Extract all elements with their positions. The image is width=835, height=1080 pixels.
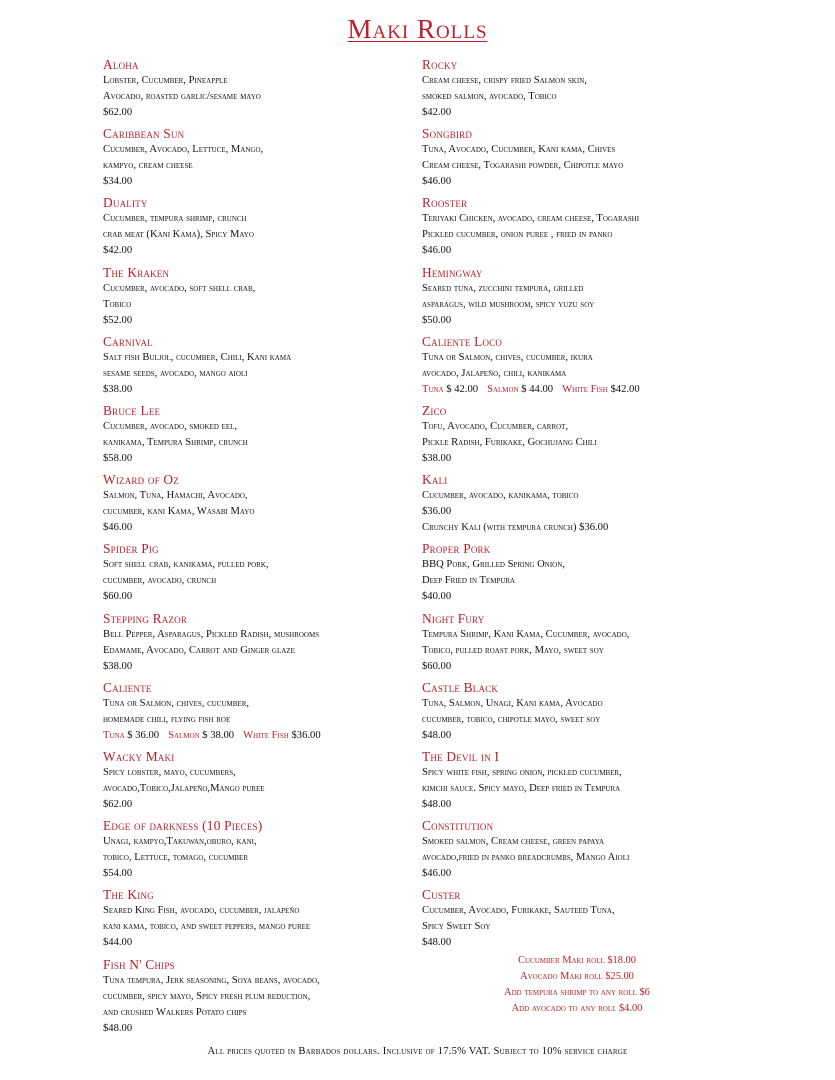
item-name: Stepping Razor [103,610,188,626]
menu-item-rocky [422,56,587,121]
item-description-line: cucumber, avocado, crunch [103,575,217,587]
price-option-value: $ 42.00 [446,383,479,395]
item-name: Caliente [103,679,152,695]
item-price: $42.00 [422,107,452,118]
item-description-line: Cucumber, avocado, smoked eel, [103,421,238,432]
item-price: $48.00 [422,937,452,949]
item-price: $50.00 [422,314,452,326]
price-option-label: Salmon [168,729,200,741]
menu-item-stepping-razor [103,610,319,675]
item-description-line: kani kama, tobico, and sweet peppers, mango puree [103,921,311,933]
item-description-line: Tuna, Avocado, Cucumber, Kani kama, Chives [422,144,616,156]
menu-item-caliente [103,679,321,744]
item-description-line: avocado,fried in panko breadcrumbs, Mango Aioli [422,852,630,864]
menu-item-aloha [103,56,261,121]
item-description-line: Lobster, Cucumber, Pineapple [103,75,228,86]
menu-item-constitution [422,817,629,882]
item-description-line: Seared tuna, zucchini tempura, grilled [422,282,584,294]
item-name: Custer [422,887,461,903]
item-name: Wizard of Oz [103,472,179,488]
item-price: $54.00 [103,868,133,880]
item-name: The King [103,887,154,903]
item-description-line: Teriyaki Chicken, avocado, cream cheese, Togarashi [422,213,640,225]
item-name: Aloha [103,57,139,72]
item-price: $48.00 [422,729,452,741]
menu-item-caribbean-sun [103,125,263,190]
item-description-line: homemade chili, flying fish roe [103,713,231,725]
item-description-line: kampyo, cream cheese [103,160,193,172]
item-price: $46.00 [422,245,452,257]
item-name: Edge of darkness (10 Pieces) [103,818,263,834]
price-option-label: Salmon [487,383,519,395]
menu-item-castle-black [422,679,603,744]
extra-item: Avocado Maki roll $25.00 [520,971,634,982]
menu-item-songbird [422,125,623,190]
price-option-value: $ 38.00 [202,729,235,741]
price-option-label: White Fish [243,729,289,741]
item-description-line: Tuna or Salmon, chives, cucumber, [103,697,250,709]
item-price: $38.00 [422,453,452,464]
price-option-label: White Fish [562,383,608,395]
price-option-value: $36.00 [291,729,321,741]
item-price: $46.00 [422,868,452,880]
menu-item-bruce-lee [103,402,248,467]
item-price: $46.00 [103,522,133,534]
item-price: $40.00 [422,591,452,603]
price-option-value: $ 36.00 [127,729,160,741]
item-description-line: Seared King Fish, avocado, cucumber, jalapeño [103,905,300,917]
item-description-line: Soft shell crab, kanikama, pulled pork, [103,559,269,571]
item-description-line: Salmon, Tuna, Hamachi, Avocado, [103,490,248,502]
item-description-line: Avocado, roasted garlic/sesame mayo [103,91,261,102]
item-name: Kali [422,472,448,488]
item-description-line: Cucumber, avocado, soft shell crab, [103,282,256,294]
item-price: $62.00 [103,799,133,810]
item-name: The Devil in I [422,749,500,764]
item-price: $38.00 [103,660,133,672]
item-name: Hemingway [422,264,483,280]
menu-item-wacky-maki [103,748,265,813]
item-description-line: Cream cheese, Togarashi powder, Chipotle mayo [422,160,624,172]
item-description-line: Deep Fried in Tempura [422,575,516,587]
item-description-line: cucumber, kani Kama, Wasabi Mayo [103,506,255,518]
item-price: $58.00 [103,453,133,464]
item-description-line: Pickle Radish, Furikake, Gochujang Chili [422,437,597,448]
item-price: $60.00 [103,591,133,603]
item-price: $38.00 [103,383,133,395]
item-price: $48.00 [422,799,452,810]
item-price: $52.00 [103,314,133,326]
price-option-value: $ 44.00 [521,383,554,395]
item-name: Bruce Lee [103,403,161,418]
item-description-line: smoked salmon, avocado, Tobico [422,91,557,102]
item-description-line: kanikama, Tempura Shrimp, crunch [103,437,248,448]
item-description-line: Cucumber, Avocado, Lettuce, Mango, [103,144,264,156]
menu-item-duality [103,194,254,259]
menu-item-night-fury [422,610,629,675]
item-description-line: kimchi sauce. Spicy mayo, Deep fried in Tempura [422,783,621,794]
extra-item: Add tempura shrimp to any roll $6 [504,987,650,998]
item-description-line: Tempura Shrimp, Kani Kama, Cucumber, avocado, [422,628,630,640]
item-description-line: Smoked salmon, Cream cheese, green papaya [422,836,605,848]
item-description-line: sesame seeds, avocado, mango aioli [103,367,248,379]
item-price-options [422,382,640,398]
item-name: Duality [103,195,148,211]
item-description-line: $36.00 [422,506,452,518]
item-description-line: Salt fish Buljol, cucumber, Chili, Kani kama [103,351,292,363]
menu-item-kali [422,471,608,536]
item-description-line: cucumber, spicy mayo, Spicy fresh plum reduction, [103,990,311,1002]
extras-list [422,953,732,1017]
menu-item-edge-of-darkness-10-pieces [103,817,262,882]
price-option-value: $42.00 [610,383,640,395]
item-description-line: Spicy Sweet Soy [422,921,491,933]
item-price: $34.00 [103,176,133,188]
item-description-line: Tuna tempura, Jerk seasoning, Soya beans, avocado, [103,974,320,986]
item-description-line: Spicy lobster, mayo, cucumbers, [103,767,236,778]
item-description-line: Edamame, Avocado, Carrot and Ginger glaze [103,644,295,656]
item-name: Carnival [103,333,153,349]
item-description-line: avocado, Jalapeño, chili, kanikama [422,367,567,379]
item-name: Zico [422,403,447,418]
item-description-line: Tuna, Salmon, Unagi, Kani kama, Avocado [422,697,603,709]
menu-item-the-devil-in-i [422,748,622,813]
item-name: Spider Pig [103,541,159,557]
menu-item-the-king [103,886,310,951]
item-description-line: Spicy white fish, spring onion, pickled cucumber, [422,767,622,778]
menu-item-caliente-loco [422,333,640,398]
item-price: $46.00 [422,176,452,188]
extra-item: Add avocado to any roll $4.00 [511,1003,643,1014]
menu-item-custer [422,886,615,951]
item-description-line: tobico, Lettuce, tomago, cucumber [103,852,248,864]
item-name: Rooster [422,195,468,211]
item-name: Rocky [422,57,458,72]
page-title: Maki Rolls [347,14,488,44]
item-price: $48.00 [103,1022,133,1034]
menu-item-proper-pork [422,540,565,605]
item-name: Castle Black [422,679,499,695]
item-description-line: Tofu, Avocado, Cucumber, carrot, [422,421,569,432]
menu-item-wizard-of-oz [103,471,254,536]
item-description-line: Cucumber, tempura shrimp, crunch [103,213,247,225]
item-description-line: cucumber, tobico, chipotle mayo, sweet soy [422,713,601,725]
menu-item-the-kraken [103,264,255,329]
item-name: Fish N' Chips [103,956,175,972]
item-description-line: Cucumber, Avocado, Furikake, Sauteed Tuna, [422,905,615,917]
item-description-line: Cucumber, avocado, kanikama, tobico [422,490,579,502]
item-price: $62.00 [103,107,133,118]
item-description-line: avocado,Tobico,Jalapeño,Mango puree [103,783,265,794]
menu-item-zico [422,402,597,467]
item-price: $42.00 [103,245,133,257]
item-price: $44.00 [103,937,133,949]
item-name: Songbird [422,126,473,142]
item-description-line: asparagus, wild mushroom, spicy yuzu soy [422,298,595,310]
item-description-line: Tobico [103,298,132,310]
menu-item-hemingway [422,264,594,329]
item-description-line: Unagi, kampyo,Takuwan,oburo, kani, [103,836,257,848]
item-description-line: crab meat (Kani Kama), Spicy Mayo [103,229,254,241]
menu-item-carnival [103,333,291,398]
item-price: Crunchy Kali (with tempura crunch) $36.00 [422,522,609,534]
price-notice: All prices quoted in Barbados dollars. Inclusive of 17.5% VAT. Subject to 10% service charge [207,1046,628,1057]
item-price-options [103,728,321,744]
item-name: The Kraken [103,264,170,280]
menu-item-rooster [422,194,639,259]
item-name: Wacky Maki [103,749,175,764]
extra-item: Cucumber Maki roll $18.00 [518,955,636,966]
item-description-line: Pickled cucumber, onion puree , fried in panko [422,229,613,241]
item-name: Caribbean Sun [103,126,185,142]
item-name: Caliente Loco [422,333,503,349]
item-name: Proper Pork [422,541,491,557]
item-description-line: Tobico, pulled roast pork, Mayo, sweet soy [422,644,604,656]
price-option-label: Tuna [103,729,125,741]
item-description-line: Tuna or Salmon, chives, cucumber, ikura [422,351,593,363]
item-description-line: Bell Pepper, Asparagus, Pickled Radish, mushrooms [103,628,320,640]
menu-item-spider-pig [103,540,269,605]
price-option-label: Tuna [422,383,444,395]
item-name: Night Fury [422,610,485,626]
item-description-line: and crushed Walkers Potato chips [103,1006,247,1018]
item-description-line: Cream cheese, crispy fried Salmon skin, [422,75,587,86]
item-description-line: BBQ Pork, Grilled Spring Onion, [422,559,565,571]
menu-item-fish-n-chips [103,956,320,1037]
item-price: $60.00 [422,660,452,672]
item-name: Constitution [422,818,494,834]
